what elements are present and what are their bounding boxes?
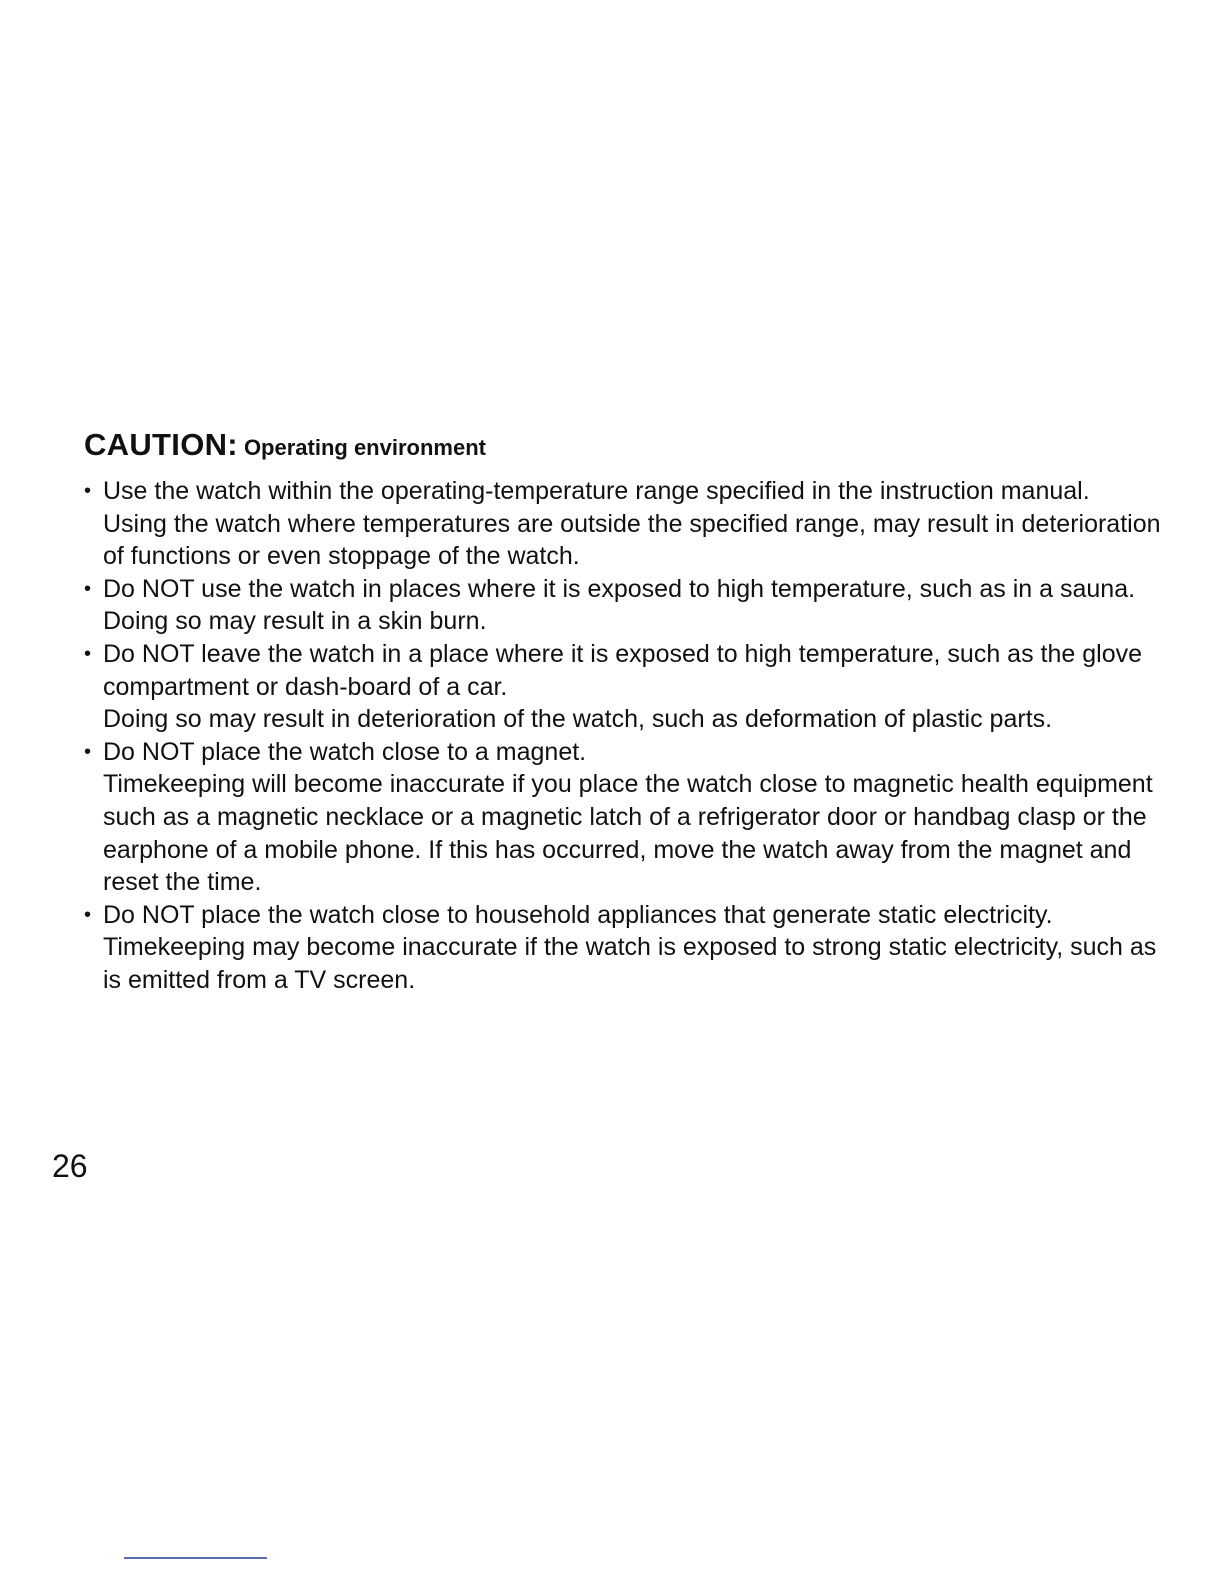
- item-instruction: Do NOT place the watch close to a magnet.: [103, 737, 587, 766]
- bullet-icon: •: [84, 577, 92, 600]
- item-explanation: Timekeeping may become inaccurate if the watch is exposed to strong static electricity, such as is emitted from a TV screen.: [103, 933, 1157, 994]
- list-item: [84, 899, 1174, 997]
- item-instruction: Use the watch within the operating-temperature range specified in the instruction manual.: [103, 477, 1090, 505]
- bullet-icon: •: [84, 642, 92, 665]
- bullet-icon: •: [84, 740, 92, 763]
- page-number: 26: [52, 1148, 88, 1184]
- bottom-rule: [124, 1557, 267, 1559]
- bullet-icon: •: [84, 903, 92, 926]
- item-instruction: Do NOT place the watch close to household appliances that generate static electricity.: [103, 900, 1053, 929]
- item-explanation: Doing so may result in deterioration of the watch, such as deformation of plastic parts.: [103, 705, 1053, 734]
- item-explanation: Timekeeping will become inaccurate if you place the watch close to magnetic health equipment such as a magnetic necklace or a magnetic latch of a refrigerator door or handbag clasp or the earphone of a mobile phone. If this has occurred, move the watch away from the magnet and reset the time.: [103, 770, 1153, 897]
- caution-heading: [84, 425, 1174, 471]
- list-item: [84, 638, 1174, 736]
- caution-list: [84, 475, 1174, 997]
- caution-title: CAUTION:: [84, 427, 238, 462]
- bullet-icon: •: [84, 480, 92, 502]
- item-explanation: Doing so may result in a skin burn.: [103, 607, 487, 636]
- caution-subtitle: Operating environment: [243, 435, 486, 460]
- list-item: [84, 736, 1174, 899]
- item-instruction: Do NOT use the watch in places where it is exposed to high temperature, such as in a sauna.: [103, 574, 1136, 603]
- caution-section: [84, 425, 1174, 997]
- item-instruction: Do NOT leave the watch in a place where it is exposed to high temperature, such as the glove compartment or dash-board of a car.: [103, 639, 1143, 701]
- list-item: [84, 475, 1174, 573]
- item-explanation: Using the watch where temperatures are outside the specified range, may result in deterioration of functions or even stoppage of the watch.: [103, 509, 1161, 571]
- list-item: [84, 573, 1174, 638]
